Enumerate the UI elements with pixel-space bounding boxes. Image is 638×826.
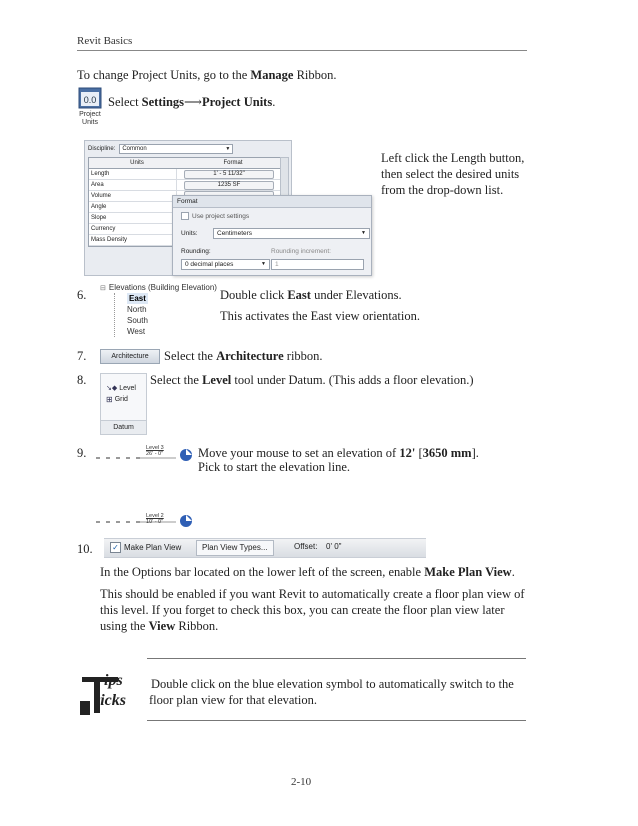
- step-8-number: 8.: [77, 373, 87, 387]
- options-bar: [104, 538, 426, 558]
- step-10-para1: In the Options bar located on the lower left of the screen, enable Make Plan View.: [100, 565, 515, 579]
- tips-box: [147, 658, 526, 721]
- plan-view-types-button[interactable]: Plan View Types...: [196, 540, 274, 556]
- length-note: Left click the Length button, then select the desired units from the drop-down list.: [381, 151, 525, 197]
- logo-bottom-text: ricks: [94, 692, 126, 709]
- tips-text: Double click on the blue elevation symbol to automatically switch to the floor plan view for that elevation.: [149, 677, 514, 707]
- table-row: Mass Density: [89, 235, 281, 246]
- discipline-label: Discipline:: [88, 146, 116, 152]
- elevations-node[interactable]: Elevations (Building Elevation): [108, 283, 217, 292]
- arrow-icon: ⟶: [184, 95, 202, 109]
- units-label: Units:: [181, 230, 198, 237]
- table-row: Slope: [89, 213, 281, 224]
- offset-input[interactable]: 0' 0": [326, 542, 342, 551]
- step-9-line2: Pick to start the elevation line.: [198, 460, 351, 474]
- icon-label-line1: Project: [79, 111, 101, 118]
- step-7-number: 7.: [77, 349, 87, 363]
- level-2-name: Level 2: [146, 513, 164, 519]
- table-row: Currency: [89, 224, 281, 235]
- logo-top-text: ips: [104, 672, 123, 689]
- length-format-button[interactable]: 1' - 5 11/32": [184, 170, 274, 179]
- level-3-marker[interactable]: [96, 443, 200, 465]
- chevron-down-icon: ▼: [261, 261, 266, 267]
- rounding-increment-label: Rounding increment:: [271, 248, 331, 255]
- page-number: 2-10: [291, 776, 312, 788]
- level-2-marker[interactable]: [96, 512, 200, 534]
- icon-label-line2: Units: [82, 119, 98, 126]
- step-10-para2: This should be enabled if you want Revit to automatically create a floor plan view of this level. If you forget to check this box, you can create the floor plan view later using the View Ribbon.: [100, 587, 525, 633]
- col-format: Format: [223, 160, 243, 166]
- tree-item-west[interactable]: West: [127, 327, 146, 336]
- header-rule: [77, 50, 527, 51]
- chevron-down-icon: ▼: [361, 230, 366, 236]
- collapse-icon[interactable]: ⊟: [100, 284, 106, 292]
- grid-label: Grid: [114, 396, 128, 403]
- make-plan-view-checkbox[interactable]: ✓: [110, 542, 121, 553]
- step-9-line1: Move your mouse to set an elevation of 12' [3650 mm].: [198, 446, 479, 460]
- area-format-button[interactable]: 1235 SF: [184, 181, 274, 190]
- level-label: Level: [119, 384, 136, 392]
- step-6-line1: Double click East under Elevations.: [220, 288, 402, 302]
- format-dialog-title: Format: [173, 196, 371, 208]
- table-row: Area 1235 SF: [89, 180, 281, 191]
- svg-text:0.0: 0.0: [83, 95, 97, 105]
- intro-text: To change Project Units, go to the Manage Ribbon.: [77, 68, 337, 82]
- level-2-value: 10' - 0": [146, 519, 164, 525]
- rounding-select[interactable]: 0 decimal places ▼: [181, 259, 270, 270]
- level-tool[interactable]: [106, 384, 146, 392]
- datum-panel-title: Datum: [101, 420, 146, 434]
- grid-tool[interactable]: [106, 395, 146, 404]
- running-header: Revit Basics: [77, 35, 133, 47]
- discipline-select[interactable]: Common ▼: [119, 144, 233, 154]
- col-units: Units: [130, 160, 144, 166]
- chevron-down-icon: ▼: [225, 146, 231, 152]
- step-6-number: 6.: [77, 288, 87, 302]
- step-7-text: Select the Architecture ribbon.: [164, 349, 323, 363]
- step-10-number: 10.: [77, 542, 93, 556]
- make-plan-view-label: Make Plan View: [124, 543, 182, 552]
- select-project-units-text: Select Settings⟶Project Units.: [108, 95, 276, 109]
- units-select[interactable]: Centimeters ▼: [213, 228, 370, 239]
- project-browser-tree: [100, 283, 220, 337]
- level-icon: ↘◆: [106, 385, 118, 392]
- use-project-checkbox[interactable]: [181, 212, 189, 220]
- table-row: Angle: [89, 202, 281, 213]
- architecture-tab[interactable]: Architecture: [100, 349, 160, 364]
- grid-icon: ⊞: [106, 395, 113, 404]
- tree-item-north[interactable]: North: [127, 305, 147, 314]
- use-project-label: Use project settings: [192, 212, 250, 220]
- rounding-increment-input[interactable]: 1: [271, 259, 364, 270]
- rounding-label: Rounding:: [181, 248, 211, 255]
- offset-label: Offset:: [294, 542, 318, 551]
- tree-item-east[interactable]: East: [129, 294, 146, 303]
- table-row: Volume: [89, 191, 281, 202]
- level-3-name: Level 3: [146, 445, 164, 451]
- datum-panel: [100, 373, 147, 435]
- project-units-icon: [76, 86, 104, 138]
- tips-tricks-logo: [76, 665, 142, 721]
- table-row: Length 1' - 5 11/32": [89, 169, 281, 180]
- level-3-value: 26' - 0": [146, 451, 164, 457]
- step-9-number: 9.: [77, 446, 87, 460]
- step-8-text: Select the Level tool under Datum. (This adds a floor elevation.): [150, 373, 474, 387]
- tree-item-south[interactable]: South: [127, 316, 148, 325]
- step-6-line2: This activates the East view orientation.: [220, 309, 420, 323]
- format-dialog: [172, 195, 372, 276]
